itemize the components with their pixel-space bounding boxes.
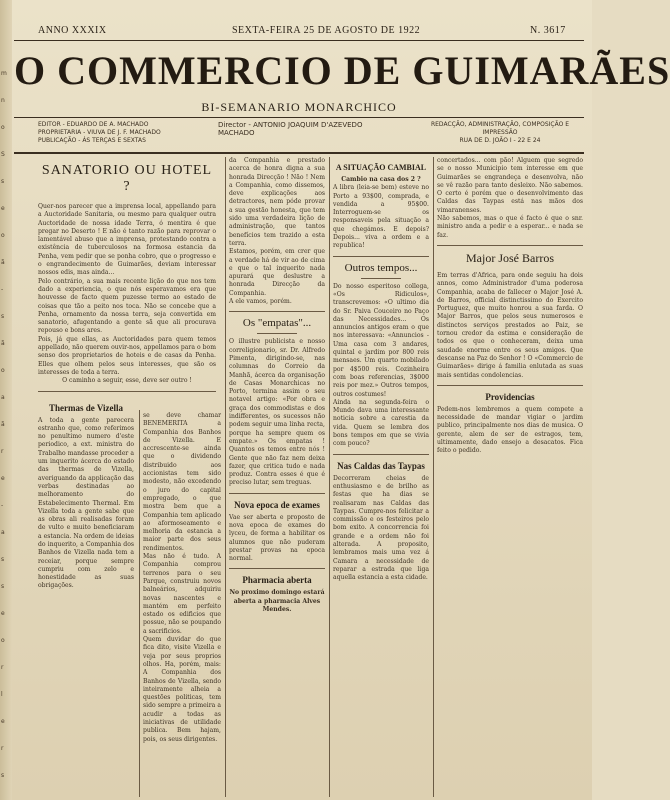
- binding-char: s: [1, 313, 5, 320]
- publication-line: PUBLICAÇÃO - ÁS TERÇAS E SEXTAS: [38, 137, 146, 144]
- headline-cambial: A SITUAÇÃO CAMBIAL: [335, 163, 427, 172]
- binding-char: ã: [1, 421, 5, 428]
- binding-char: ã: [1, 259, 5, 266]
- binding-char: e: [1, 475, 5, 482]
- headline-providencias: Providencias: [485, 391, 535, 402]
- binding-char: e: [1, 718, 5, 725]
- binding-char: n: [1, 97, 5, 104]
- binding-char: s: [1, 772, 5, 779]
- binding-char: a: [1, 529, 5, 536]
- binding-char: e: [1, 610, 5, 617]
- address-line: RUA DE D. JOÃO I - 22 E 24: [459, 137, 541, 144]
- article-paragraph: Do nosso esperitoso collega, «Os Ridiculos», transcrevemos: «O ultimo dia do Sr. Paiva Couceiro no Paço das Necessidades... Os annuncios antigos eram o que nos interessava: «Annuncios - Uma casa com 3 andares, quintal e jardim por 800 reis mensaes. Um quarto mobilado por 4$500 reis. Cozinheira com boas referencias, 3$000 reis por mez.» Outros tempos, outros costumes!: [333, 282, 429, 398]
- article-paragraph: O caminho a seguir, esse, deve ser outro !: [62, 377, 192, 385]
- column-3: [229, 157, 325, 797]
- column-divider: [229, 568, 325, 569]
- headline-exames: Nova epoca de exames: [234, 499, 320, 510]
- column-rule: [225, 157, 226, 797]
- binding-margin: [0, 0, 12, 800]
- article-paragraph: Ainda na segunda-feira o Mundo dava uma interessante noticia sobre a carestia da vida. Quem se lembra dos bons tempos em que se vivia com pouco?: [333, 398, 429, 448]
- article-paragraph: Quer-nos parecer que a imprensa local, appellando para a Auctoridade Sanitaria, ou mesmo para qualquer outra Auctoridade de nossa idade Terra, ó mentira é que pregar no Deserto ! E não é tanto razão para reprovar o lamentável abuso que a imprensa, protestando contra a existência de tuberculosos na formosa estancia da Penha, vem pedir que se ponha cobro, que o progresso e o engrandecimento de Guimarães, deviam interessar nossos edis, mas ainda...: [38, 203, 216, 277]
- column-4: [333, 157, 429, 797]
- masthead-rule: [14, 117, 584, 118]
- binding-char: l: [1, 691, 3, 698]
- column-divider: [229, 311, 325, 312]
- binding-char: o: [1, 232, 5, 239]
- cambio-subhead: Cambio na casa dos 2 ?: [341, 176, 421, 183]
- article-paragraph: da Companhia e prestado acerca de honra digna a sua honrada Direcção ! Não ! Nem a Companhia, como dissemos, deve explicações aos detractores, nem póde provar a sua gestão honesta, que tem sido uma verdadeira lição de administração, que tantos benefícios tem trazido a esta terra.: [229, 157, 325, 247]
- binding-char: o: [1, 367, 5, 374]
- column-rule: [433, 157, 434, 797]
- director-line: Director - ANTONIO JOAQUIM D'AZEVEDO MACHADO: [218, 121, 363, 137]
- article-paragraph: Quem duvidar do que fica dito, visite Vizella e veja por seus proprios olhos. Ha, porém, mais: A Companhia dos Banhos de Vizella, sendo inteiramente alheia a questões politicas, tem sido sempre a primeira a acudir a todas as iniciativas de utilidade publica. Bem hajam, pois, os seus dirigentes.: [143, 636, 221, 743]
- article-paragraph: A ele vamos, porém.: [229, 298, 292, 306]
- column-divider: [437, 245, 583, 246]
- column-divider: [333, 454, 429, 455]
- binding-char: e: [1, 205, 5, 212]
- article-paragraph: Pedem-nos lembremos a quem compete a necessidade de mandar vigiar o jardim publico, principalmente nos dias de musica. O gerente, alem de ser de estragos, tem, ultimamente, dado ensejo a desacatos. Fica feito o pedido.: [437, 405, 583, 455]
- headline-sanatorio: SANATORIO OU HOTEL ?: [41, 163, 213, 194]
- masthead-left-info: [38, 121, 208, 145]
- column-divider: [437, 385, 583, 386]
- column-5: [437, 157, 583, 797]
- article-paragraph: Pelo contrário, a sua mais recente lição do que nos tem dado a experiencia, o que nós esperavamos era que houvesse de facto quem puzesse termo ao estado de coisas que tão a peito nos toca. Não se concebe que a Penha, ornamento da nossa terra, seja convertida em sanatorio, afugentando a gente sã que ali procurava repouso e bons ares.: [38, 277, 216, 335]
- masthead-right-info: [420, 121, 580, 145]
- headline-empatas: Os "empatas"...: [242, 317, 312, 330]
- short-divider: [361, 278, 401, 279]
- column-rule: [329, 157, 330, 797]
- header-bottom-rule: [14, 152, 584, 154]
- top-rule: [14, 40, 584, 41]
- headline-outros-tempos: Outros tempos...: [344, 261, 418, 274]
- owner-line: PROPRIETARIA - VIUVA DE J. F. MACHADO: [38, 129, 161, 136]
- binding-char: -: [1, 502, 4, 509]
- binding-char: -: [1, 286, 4, 293]
- editor-line: EDITOR - EDUARDO DE A. MACHADO: [38, 121, 149, 128]
- admin-line: REDACÇÃO, ADMINISTRAÇÃO, COMPOSIÇÃO E IMPRESSÃO: [430, 121, 570, 136]
- headline-thermas: Thermas de Vizella: [49, 402, 123, 413]
- short-divider: [257, 333, 297, 334]
- newspaper-title: O COMMERCIO DE GUIMARÃES: [14, 48, 670, 93]
- binding-char: o: [1, 637, 5, 644]
- binding-char: s: [1, 178, 5, 185]
- article-paragraph: Decorreram cheias de enthusiasmo e de brilho as festas que ha dias se realisaram nas Caldas das Taypas. Cumpre-nos felicitar a commissão e os festeiros pelo bom exito. A concorrencia foi grande e a ordem não foi alterada. A proposito, lembramos mais uma vez á Camara a necessidade de reparar a estrada que liga aquella estancia a esta cidade.: [333, 474, 429, 582]
- article-paragraph: concertados... com pão! Alguem que segredo se o nosso Municipio tem interesse em que Guimarães se engrandeça e desenvolva, não se vê razão para tanto desleixo. Não sabemos. O certo é porém que o desenvolvimento das Caldas das Taypas está nas mãos dos vimaranenses.: [437, 157, 583, 214]
- headline-pharmacia: Pharmacia aberta: [242, 575, 312, 586]
- article-paragraph: Em terras d'Africa, para onde seguiu ha dois annos, como Administrador d'uma poderosa Companhia, acaba de fallecer o Major José A. de Barros, official distinctissimo do Exercito Portuguez, que muito honrou a sua farda. O Major Barros, que pelos seus numerosos e distinctos serviços prestados ao Paiz, se tornou credor da estima e consideração de todos os que o conheceram, deixa uma saudade enorme entre os seus amigos. Que descanse na Paz do Senhor ! O «Commercio de Guimarães» dirige á familia enlutada as suas mais sentidas condolencias.: [437, 271, 583, 379]
- article-paragraph: A toda a gente parecera estranho que, como referimos no penultimo numero d'este periodico, a ext. ministra do Trabalho mandasse proceder a um inquerito ácerca do estado das thermas de Vizella, averiguando da applicação das verbas destinadas ao melhoramento do Estabelecimento Thermal. Em Vizella toda a gente sabe que as obras ali realisadas foram de vulto e muito beneficiaram a estancia. Na ordem de ideias do inquerito, a Companhia dos Banhos de Vizella nada tem a receiar, porque sempre cumpriu com zelo e honestidade as suas obrigações.: [38, 416, 134, 590]
- article-paragraph: O illustre publicista e nosso correligionario, sr. Dr. Alfredo Pimenta, dirigindo-se, nas columnas do Correio da Manhã, ácerca da organisação de Casas Monarchicas no Porto, termina assim o seu notavel artigo: «Por obra e graça dos commodistas e dos indifferentes, os sucessos não podem seguir uma linha recta, porque ha sempre quem os empate.» Os empatas ! Quantos os temos entre nós ! Gente que não faz nem deixa fazer, que critica tudo e nada produz. Contra esses é que é preciso lutar, sem treguas.: [229, 338, 325, 487]
- column-divider: [38, 391, 216, 392]
- headline-barros: Major José Barros: [466, 250, 554, 265]
- binding-char: S: [1, 151, 5, 158]
- column-divider: [229, 493, 325, 494]
- binding-char: o: [1, 124, 5, 131]
- article-paragraph: se deve chamar BENEMERITA a Companhia dos Banhos de Vizella. E accrescente-se ainda que o dividendo distribuido aos accionistas tem sido modesto, não excedendo o juro do capital empregado, o que mostra bem que a Companhia tem aplicado ao aformoseamento e melhoria da estancia a maior parte dos seus rendimentos.: [143, 412, 221, 552]
- binding-char: r: [1, 664, 4, 671]
- article-paragraph: Vae ser aberta e proposto de nova epoca de exames do lyceu, de forma a habilitar os alumnos que não puderam prestar provas na epoca normal.: [229, 513, 325, 563]
- masthead-center-info: [218, 121, 398, 137]
- issue-number: N. 3617: [530, 25, 566, 36]
- article-paragraph: Não sabemos, mas o que é facto é que o snr. ministro anda a pedir e a esperar... e nada se faz.: [437, 215, 583, 239]
- thermas-article: [38, 397, 134, 591]
- article-paragraph: A libra (leia-se bem) esteve no Porto a 93$00, comprada, e vendida a 95$00. Interroguem-se os responsaveis pela situação a que chegámos. E depois? Depois... viva a ordem e a republica!: [333, 184, 429, 250]
- binding-char: m: [1, 70, 7, 77]
- article-paragraph: Mas não é tudo. A Companhia comprou terrenos para o seu Parque, construiu novos balneários, adquiriu novas nascentes e mantém em perfeito estado os edificios que possue, não se poupando a sacrificios.: [143, 553, 221, 635]
- article-paragraph: Estamos, porém, em crer que a verdade há de vir ao de cima e que o tal inquerito nada apurará que deslustre a honrada Direcção da Companhia.: [229, 248, 325, 297]
- binding-char: s: [1, 583, 5, 590]
- article-paragraph: No proximo domingo estará aberta a pharmacia Alves Mendes.: [229, 589, 325, 614]
- newspaper-subtitle: BI-SEMANARIO MONARCHICO: [201, 100, 397, 114]
- column-rule: [139, 410, 140, 797]
- binding-char: s: [1, 556, 5, 563]
- headline-taypas: Nas Caldas das Taypas: [337, 460, 425, 471]
- binding-char: r: [1, 745, 4, 752]
- column-2: [143, 412, 221, 797]
- binding-char: a: [1, 394, 5, 401]
- year-label: ANNO XXXIX: [38, 25, 107, 36]
- column-divider: [333, 256, 429, 257]
- binding-char: r: [1, 448, 4, 455]
- article-paragraph: Pois, já que ellas, as Auctoridades para quem temos appellado, não querem ouvir-nos, appellamos para o bom senso dos proprietarios de hoteis e de casas da Penha. Elles que olhem pelos seus interesses, que são os interesses de toda a terra.: [38, 335, 216, 376]
- date-label: SEXTA-FEIRA 25 DE AGOSTO DE 1922: [232, 25, 421, 36]
- binding-char: ã: [1, 340, 5, 347]
